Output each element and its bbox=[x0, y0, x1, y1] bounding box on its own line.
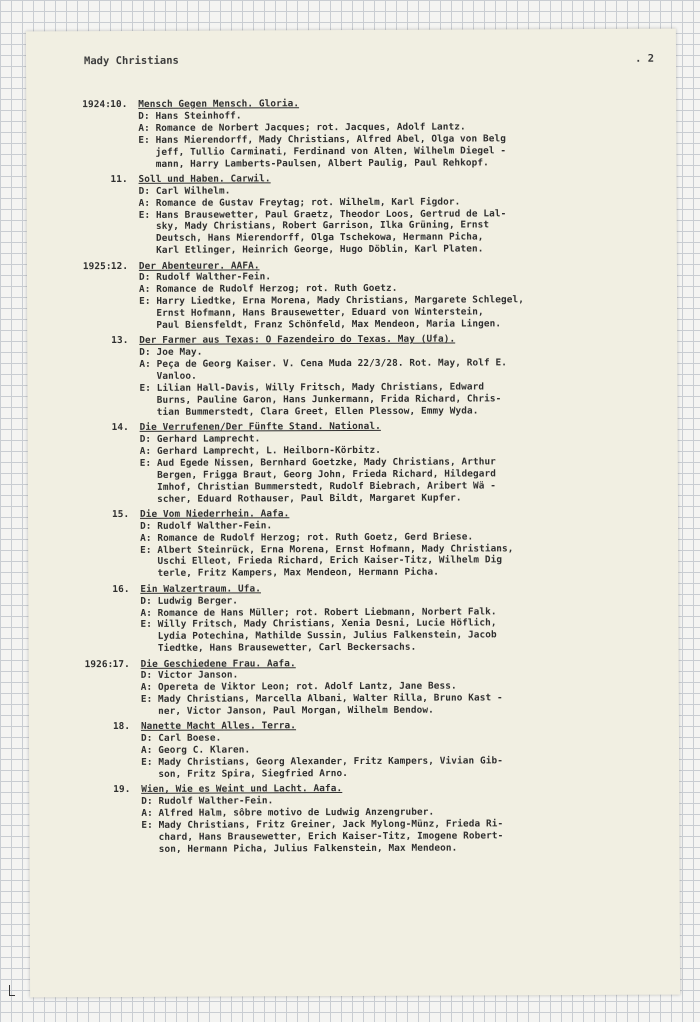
film-credit-line: E: Hans Brausewetter, Paul Graetz, Theodor Loos, Gertrud de Lal- bbox=[138, 207, 507, 221]
film-credit-line: D: Carl Boese. bbox=[140, 732, 222, 745]
film-title: Ein Walzertraum. Ufa. bbox=[140, 583, 261, 595]
film-credit-line: E: Aud Egede Nissen, Bernhard Goetzke, Mady Christians, Arthur bbox=[139, 456, 496, 469]
typed-page bbox=[26, 29, 680, 998]
film-year: 1924: bbox=[82, 99, 111, 111]
page-number: . 2 bbox=[635, 52, 655, 65]
film-title: Der Abenteurer. AAFA. bbox=[138, 259, 260, 272]
film-entry bbox=[83, 171, 663, 257]
film-credit-line: A: Alfred Halm, sôbre motivo de Ludwig Anzengruber. bbox=[141, 806, 435, 820]
film-credit-line: A: Opereta de Viktor Leon; rot. Adolf Lantz, Jane Bess. bbox=[140, 680, 457, 694]
film-credit-line: D: Victor Janson. bbox=[140, 669, 239, 682]
film-number: 15. bbox=[111, 508, 130, 520]
film-entry bbox=[83, 258, 663, 332]
filmography-list bbox=[82, 97, 665, 860]
film-entry bbox=[84, 581, 664, 655]
film-credit-line: D: Joe May. bbox=[139, 346, 203, 359]
film-credit-line: Vanloo. bbox=[139, 370, 197, 383]
film-entry bbox=[85, 782, 665, 856]
film-credit-line: mann, Harry Lamberts-Paulsen, Albert Paulig, Paul Rehkopf. bbox=[138, 156, 489, 170]
film-entry bbox=[84, 507, 664, 581]
film-credit-line: Deutsch, Hans Mierendorff, Olga Tschekowa, Hermann Picha, bbox=[138, 231, 484, 245]
film-credit-line: D: Carl Wilhelm. bbox=[138, 185, 231, 197]
film-credit-line: E: Lilian Hall-Davis, Willy Fritsch, Mady Christians, Edward bbox=[139, 381, 485, 394]
film-credit-line: chard, Hans Brausewetter, Erich Kaiser-Titz, Imogene Robert- bbox=[141, 830, 504, 843]
film-credit-line: Bergen, Frigga Braut, Georg John, Frieda Richard, Hildegard bbox=[139, 468, 497, 481]
film-number: 18. bbox=[112, 721, 131, 733]
film-title: Der Farmer aus Texas: O Fazendeiro do Texas. May (Ufa). bbox=[139, 333, 456, 347]
film-credit-line: Burns, Pauline Garon, Hans Junkermann, Frida Richard, Chris- bbox=[139, 393, 502, 406]
film-credit-line: Lydia Potechina, Mathilde Sussin, Julius Falkenstein, Jacob bbox=[140, 629, 497, 643]
film-credit-line: D: Rudolf Walther-Fein. bbox=[138, 271, 272, 284]
film-credit-line: scher, Eduard Rothauser, Paul Bildt, Margaret Kupfer. bbox=[139, 492, 462, 505]
film-title: Nanette Macht Alles. Terra. bbox=[140, 720, 297, 733]
film-credit-line: D: Rudolf Walther-Fein. bbox=[141, 795, 274, 808]
film-number: 10. bbox=[110, 98, 128, 111]
film-credit-line: A: Peça de Georg Kaiser. V. Cena Muda 22/3/28. Rot. May, Rolf E. bbox=[139, 357, 508, 371]
film-credit-line: son, Hermann Picha, Julius Falkenstein, Max Mendeon. bbox=[141, 842, 458, 855]
film-credit-line: E: Mady Christians, Fritz Greiner, Jack Mylong-Münz, Frieda Ri- bbox=[141, 818, 504, 832]
film-credit-line: Paul Biensfeldt, Franz Schönfeld, Max Mendeon, Maria Lingen. bbox=[139, 318, 502, 332]
film-credit-line: A: Georg C. Klaren. bbox=[141, 744, 251, 757]
film-credit-line: terle, Fritz Kampers, Max Mendeon, Hermann Picha. bbox=[140, 567, 439, 580]
film-title: Die Vom Niederrhein. Aafa. bbox=[139, 508, 290, 520]
film-credit-line: A: Gerhard Lamprecht, L. Heilborn-Körbitz. bbox=[139, 444, 382, 457]
film-credit-line: A: Romance de Norbert Jacques; rot. Jacques, Adolf Lantz. bbox=[138, 121, 466, 134]
film-number: 19. bbox=[113, 784, 131, 796]
film-credit-line: ner, Victor Janson, Paul Morgan, Wilhelm Bendow. bbox=[140, 704, 434, 718]
film-credit-line: Ernst Hofmann, Hans Brausewetter, Eduard von Winterstein, bbox=[139, 306, 484, 320]
film-credit-line: D: Rudolf Walther-Fein. bbox=[140, 520, 273, 532]
margin-pencil-mark bbox=[9, 985, 15, 996]
film-credit-line: A: Romance de Gustav Freytag; rot. Wilhelm, Karl Figdor. bbox=[138, 196, 461, 209]
film-credit-line: tian Bummerstedt, Clara Greet, Ellen Plessow, Emmy Wyda. bbox=[139, 405, 479, 418]
film-entry bbox=[85, 656, 665, 718]
film-credit-line: A: Romance de Rudolf Herzog; rot. Ruth Goetz, Gerd Briese. bbox=[140, 531, 474, 544]
film-credit-line: A: Romance de Rudolf Herzog; rot. Ruth Goetz. bbox=[139, 283, 398, 296]
film-credit-line: D: Hans Steinhoff. bbox=[138, 110, 242, 122]
film-entry bbox=[83, 333, 663, 419]
film-title: Mensch Gegen Mensch. Gloria. bbox=[138, 98, 300, 110]
film-number: 12. bbox=[110, 260, 129, 272]
film-number: 14. bbox=[111, 422, 129, 434]
film-number: 11. bbox=[110, 173, 128, 185]
film-credit-line: E: Albert Steinrück, Erna Morena, Ernst Hofmann, Mady Christians, bbox=[140, 542, 514, 556]
film-credit-line: E: Hans Mierendorff, Mady Christians, Alfred Abel, Olga von Belg bbox=[138, 133, 507, 146]
film-entry bbox=[85, 719, 665, 781]
page-header bbox=[84, 53, 654, 71]
film-entry bbox=[84, 420, 664, 506]
film-credit-line: E: Willy Fritsch, Mady Christians, Xenia Desni, Lucie Höflich, bbox=[140, 617, 497, 631]
film-credit-line: D: Gerhard Lamprecht. bbox=[139, 433, 261, 445]
film-credit-line: E: Mady Christians, Marcella Albani, Walter Rilla, Bruno Kast - bbox=[140, 692, 503, 706]
film-credit-line: son, Fritz Spira, Siegfried Arno. bbox=[141, 768, 348, 780]
film-credit-line: D: Ludwig Berger. bbox=[140, 595, 239, 607]
film-number: 16. bbox=[112, 583, 130, 595]
film-year: 1925: bbox=[82, 260, 112, 272]
film-number: 13. bbox=[111, 335, 129, 347]
film-credit-line: Uschi Elleot, Frieda Richard, Erich Kaiser-Titz, Wilhelm Dig bbox=[140, 554, 503, 568]
film-credit-line: Karl Etlinger, Heinrich George, Hugo Döblin, Karl Platen. bbox=[138, 243, 484, 257]
film-title: Die Verrufenen/Der Fünfte Stand. National. bbox=[139, 421, 381, 434]
film-title: Wien, Wie es Weint und Lacht. Aafa. bbox=[141, 783, 343, 796]
film-title: Die Geschiedene Frau. Aafa. bbox=[140, 657, 296, 670]
film-credit-line: Tiedtke, Hans Brausewetter, Carl Beckersachs. bbox=[140, 641, 417, 655]
film-title: Soll und Haben. Carwil. bbox=[138, 173, 271, 185]
film-year: 1926: bbox=[84, 658, 114, 670]
film-credit-line: Imhof, Christian Bummerstedt, Rudolf Biebrach, Aribert Wä - bbox=[139, 480, 497, 493]
film-credit-line: A: Romance de Hans Müller; rot. Robert Liebmann, Norbert Falk. bbox=[140, 605, 497, 619]
film-number: 17. bbox=[112, 658, 130, 670]
film-entry bbox=[82, 97, 662, 171]
author-heading: Mady Christians bbox=[83, 54, 179, 68]
film-credit-line: E: Harry Liedtke, Erna Morena, Mady Christians, Margarete Schlegel, bbox=[139, 294, 524, 308]
film-credit-line: E: Mady Christians, Georg Alexander, Fritz Kampers, Vivian Gib- bbox=[141, 755, 503, 769]
film-credit-line: sky, Mady Christians, Robert Garrison, Ilka Grüning, Ernst bbox=[138, 219, 490, 233]
film-credit-line: jeff, Tullio Carminati, Ferdinand von Alten, Wilhelm Diegel - bbox=[138, 144, 507, 158]
